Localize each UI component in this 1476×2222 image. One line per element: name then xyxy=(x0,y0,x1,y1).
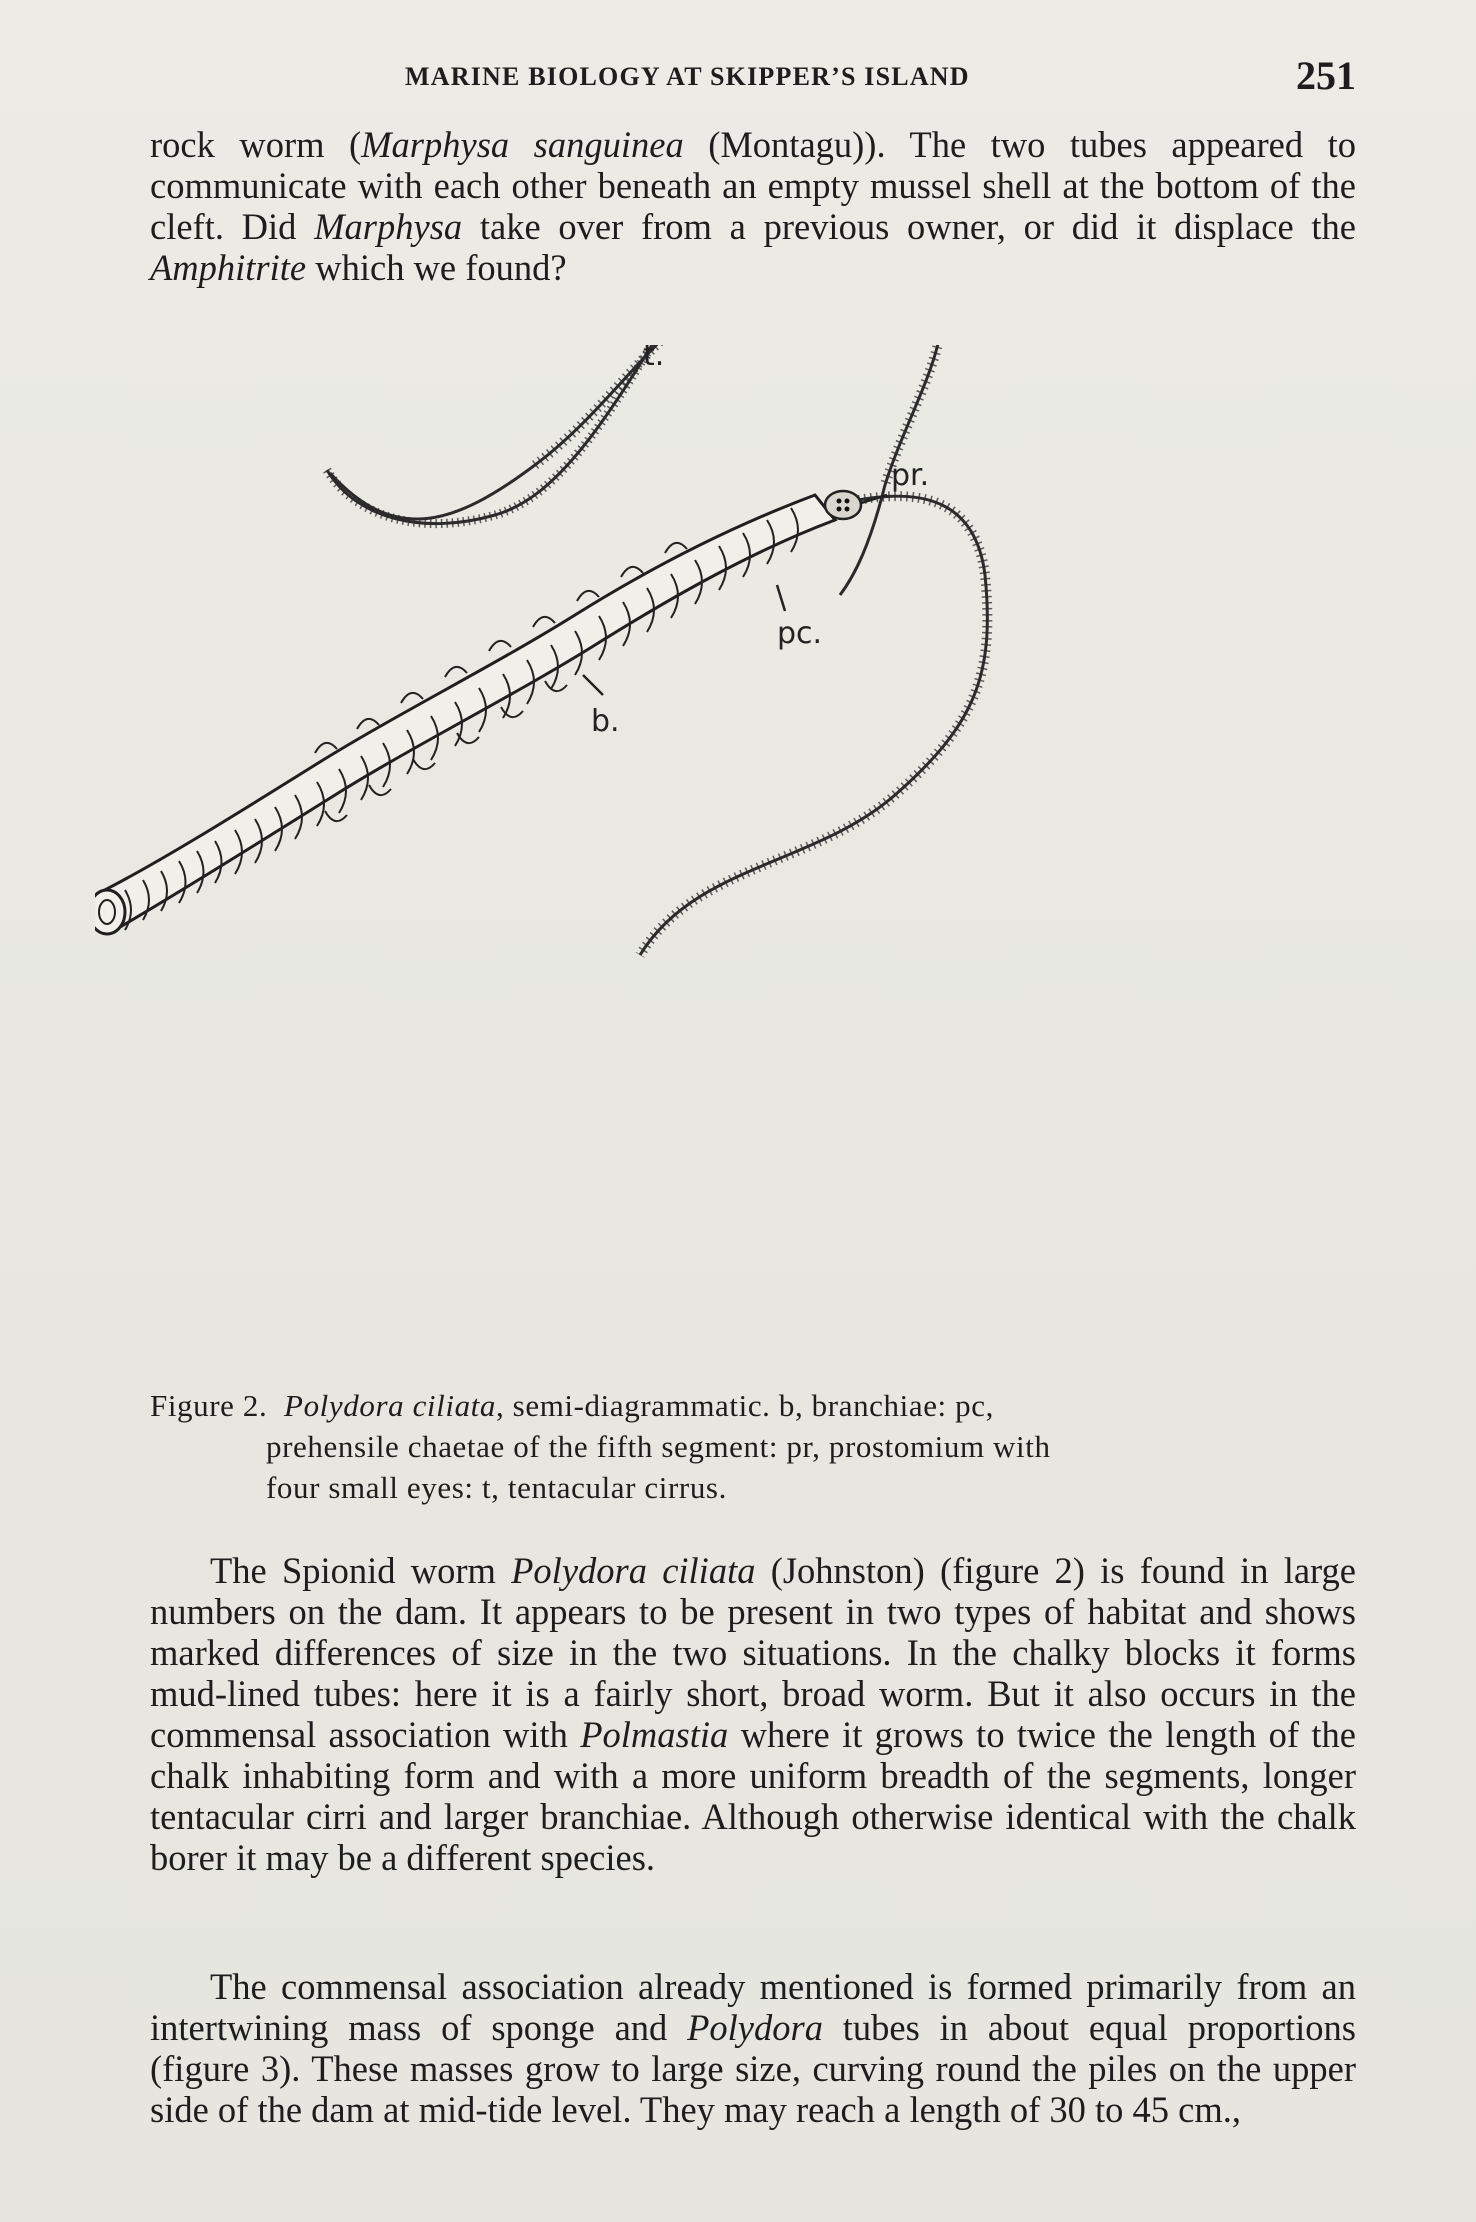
caption-line-1 xyxy=(150,1385,1356,1426)
paragraph-3 xyxy=(150,1966,1356,2130)
italic-term: Marphysa sanguinea xyxy=(361,124,684,165)
italic-term: Polmastia xyxy=(580,1714,729,1755)
text-run: tubes in about equal proportions (figure 3). These masses grow to large size, curving round the piles on the upper side of the dam at mid-tide level. They may reach a length of 30 to 45 cm., xyxy=(150,2007,1356,2130)
label-pointer-pc xyxy=(777,585,785,611)
paragraph-2 xyxy=(150,1550,1356,1878)
text-run: which we found? xyxy=(306,247,567,288)
label-b: b. xyxy=(591,704,620,739)
paragraph-1 xyxy=(150,124,1356,288)
paragraph-commensal xyxy=(150,1966,1356,2130)
tentacular-cirrus-loop xyxy=(330,345,941,595)
text-run: (Montagu)). The two tubes appeared to communicate with each other beneath an empty mussel shell at the bottom of the cleft. Did xyxy=(150,124,1356,247)
worm-body xyxy=(95,495,835,930)
label-t: t. xyxy=(643,345,665,373)
italic-term: Polydora ciliata xyxy=(511,1550,756,1591)
text-run: The commensal association already mentioned is formed primarily from an intertwining mass of sponge and xyxy=(150,1966,1356,2048)
label-pc: pc. xyxy=(777,616,823,651)
figure-caption xyxy=(150,1385,1356,1508)
caption-line-2: prehensile chaetae of the fifth segment: pr, prostomium with xyxy=(266,1429,1051,1464)
paragraph-polydora xyxy=(150,1550,1356,1878)
prostomium xyxy=(825,491,861,519)
running-head xyxy=(150,52,1356,102)
label-pr: pr. xyxy=(891,458,930,493)
italic-term: Marphysa xyxy=(314,206,463,247)
text-run: The Spionid worm xyxy=(210,1550,512,1591)
caption-line-3: four small eyes: t, tentacular cirrus. xyxy=(266,1470,727,1505)
italic-term: Polydora xyxy=(687,2007,823,2048)
caption-line-1-rest: , semi-diagrammatic. b, branchiae: pc, xyxy=(495,1388,994,1423)
running-title: MARINE BIOLOGY AT SKIPPER’S ISLAND xyxy=(405,62,970,91)
paragraph-continuation xyxy=(150,124,1356,288)
label-pointer-b xyxy=(583,675,603,695)
worm-illustration xyxy=(95,345,1415,1355)
italic-term: Amphitrite xyxy=(150,247,307,288)
figure-polydora-drawing xyxy=(95,345,1415,1355)
text-run: (Johnston) (figure 2) is found in large numbers on the dam. It appears to be present in two types of habitat and shows marked differences of size in the two situations. In the chalky blocks it forms mud-lined tubes: here it is a fairly short, broad worm. But it also occurs in the commensal association with xyxy=(150,1550,1356,1755)
text-run: rock worm ( xyxy=(150,124,362,165)
caption-species: Polydora ciliata xyxy=(284,1388,496,1423)
page-number: 251 xyxy=(1296,53,1356,98)
text-run: take over from a previous owner, or did it displace the xyxy=(462,206,1356,247)
caption-lead: Figure 2. xyxy=(150,1388,268,1423)
text-run: where it grows to twice the length of the chalk inhabiting form and with a more uniform breadth of the segments, longer tentacular cirri and larger branchiae. Although otherwise identical with the chalk borer it may be a different species. xyxy=(150,1714,1356,1878)
